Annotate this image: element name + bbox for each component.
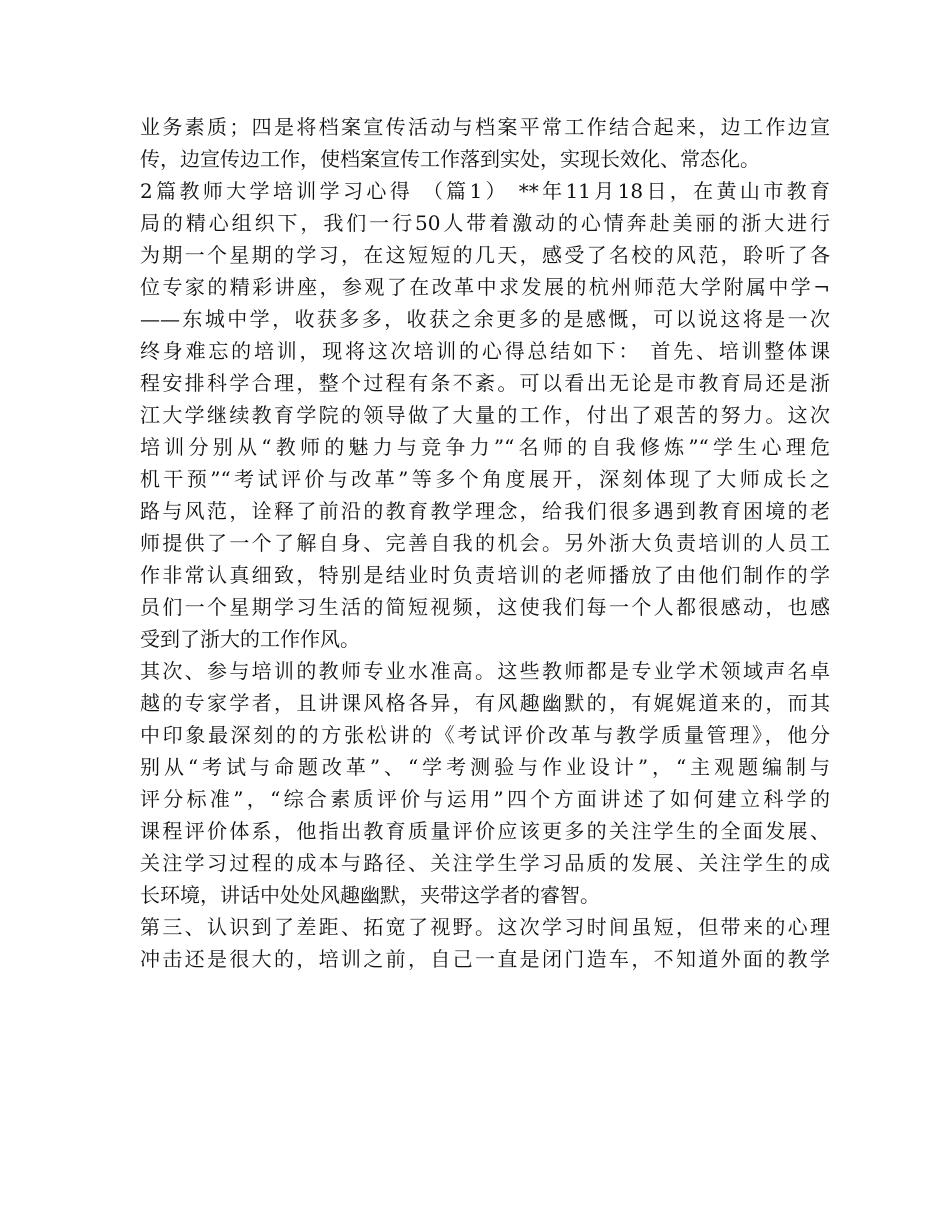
text-line: 师提供了一个了解自身、完善自我的机会。另外浙大负责培训的人员工 [140, 531, 830, 555]
text-line: 课程评价体系，他指出教育质量评价应该更多的关注学生的全面发展、 [140, 819, 830, 843]
text-line: 位专家的精彩讲座，参观了在改革中求发展的杭州师范大学附属中学¬ [140, 275, 830, 299]
text-line: 程安排科学合理，整个过程有条不紊。可以看出无论是市教育局还是浙 [140, 371, 830, 395]
text-line: 第三、认识到了差距、拓宽了视野。这次学习时间虽短，但带来的心理 [140, 915, 830, 939]
text-line: 越的专家学者，且讲课风格各异，有风趣幽默的，有娓娓道来的，而其 [140, 691, 830, 715]
text-line: 机干预”“考试评价与改革”等多个角度展开，深刻体现了大师成长之 [140, 467, 830, 491]
text-line: 2篇教师大学培训学习心得 （篇1） **年11月18日，在黄山市教育 [140, 179, 830, 203]
text-line: 局的精心组织下，我们一行50人带着激动的心情奔赴美丽的浙大进行 [140, 211, 830, 235]
text-line: 中印象最深刻的的方张松讲的《考试评价改革与教学质量管理》，他分 [140, 723, 830, 747]
text-line: 冲击还是很大的，培训之前，自己一直是闭门造车，不知道外面的教学 [140, 947, 830, 971]
text-line: 终身难忘的培训，现将这次培训的心得总结如下： 首先、培训整体课 [140, 339, 830, 363]
text-line: 其次、参与培训的教师专业水准高。这些教师都是专业学术领域声名卓 [140, 659, 830, 683]
text-line: 江大学继续教育学院的领导做了大量的工作，付出了艰苦的努力。这次 [140, 403, 830, 427]
text-line: 路与风范，诠释了前沿的教育教学理念，给我们很多遇到教育困境的老 [140, 499, 830, 523]
text-line: 长环境，讲话中处处风趣幽默，夹带这学者的睿智。 [140, 883, 600, 907]
text-line: 为期一个星期的学习，在这短短的几天，感受了名校的风范，聆听了各 [140, 243, 830, 267]
text-line: 培训分别从“教师的魅力与竞争力”“名师的自我修炼”“学生心理危 [140, 435, 830, 459]
text-line: 员们一个星期学习生活的简短视频，这使我们每一个人都很感动，也感 [140, 595, 830, 619]
text-line: ——东城中学，收获多多，收获之余更多的是感慨，可以说这将是一次 [140, 307, 830, 331]
text-line: 别从“考试与命题改革”、“学考测验与作业设计”，“主观题编制与 [140, 755, 830, 779]
text-line: 作非常认真细致，特别是结业时负责培训的老师播放了由他们制作的学 [140, 563, 830, 587]
text-line: 评分标准”，“综合素质评价与运用”四个方面讲述了如何建立科学的 [140, 787, 830, 811]
text-line: 业务素质；四是将档案宣传活动与档案平常工作结合起来，边工作边宣 [140, 115, 830, 139]
text-line: 关注学习过程的成本与路径、关注学生学习品质的发展、关注学生的成 [140, 851, 830, 875]
document-body [140, 111, 830, 975]
text-line: 受到了浙大的工作作风。 [140, 627, 360, 651]
text-line: 传，边宣传边工作，使档案宣传工作落到实处，实现长效化、常态化。 [140, 147, 760, 171]
